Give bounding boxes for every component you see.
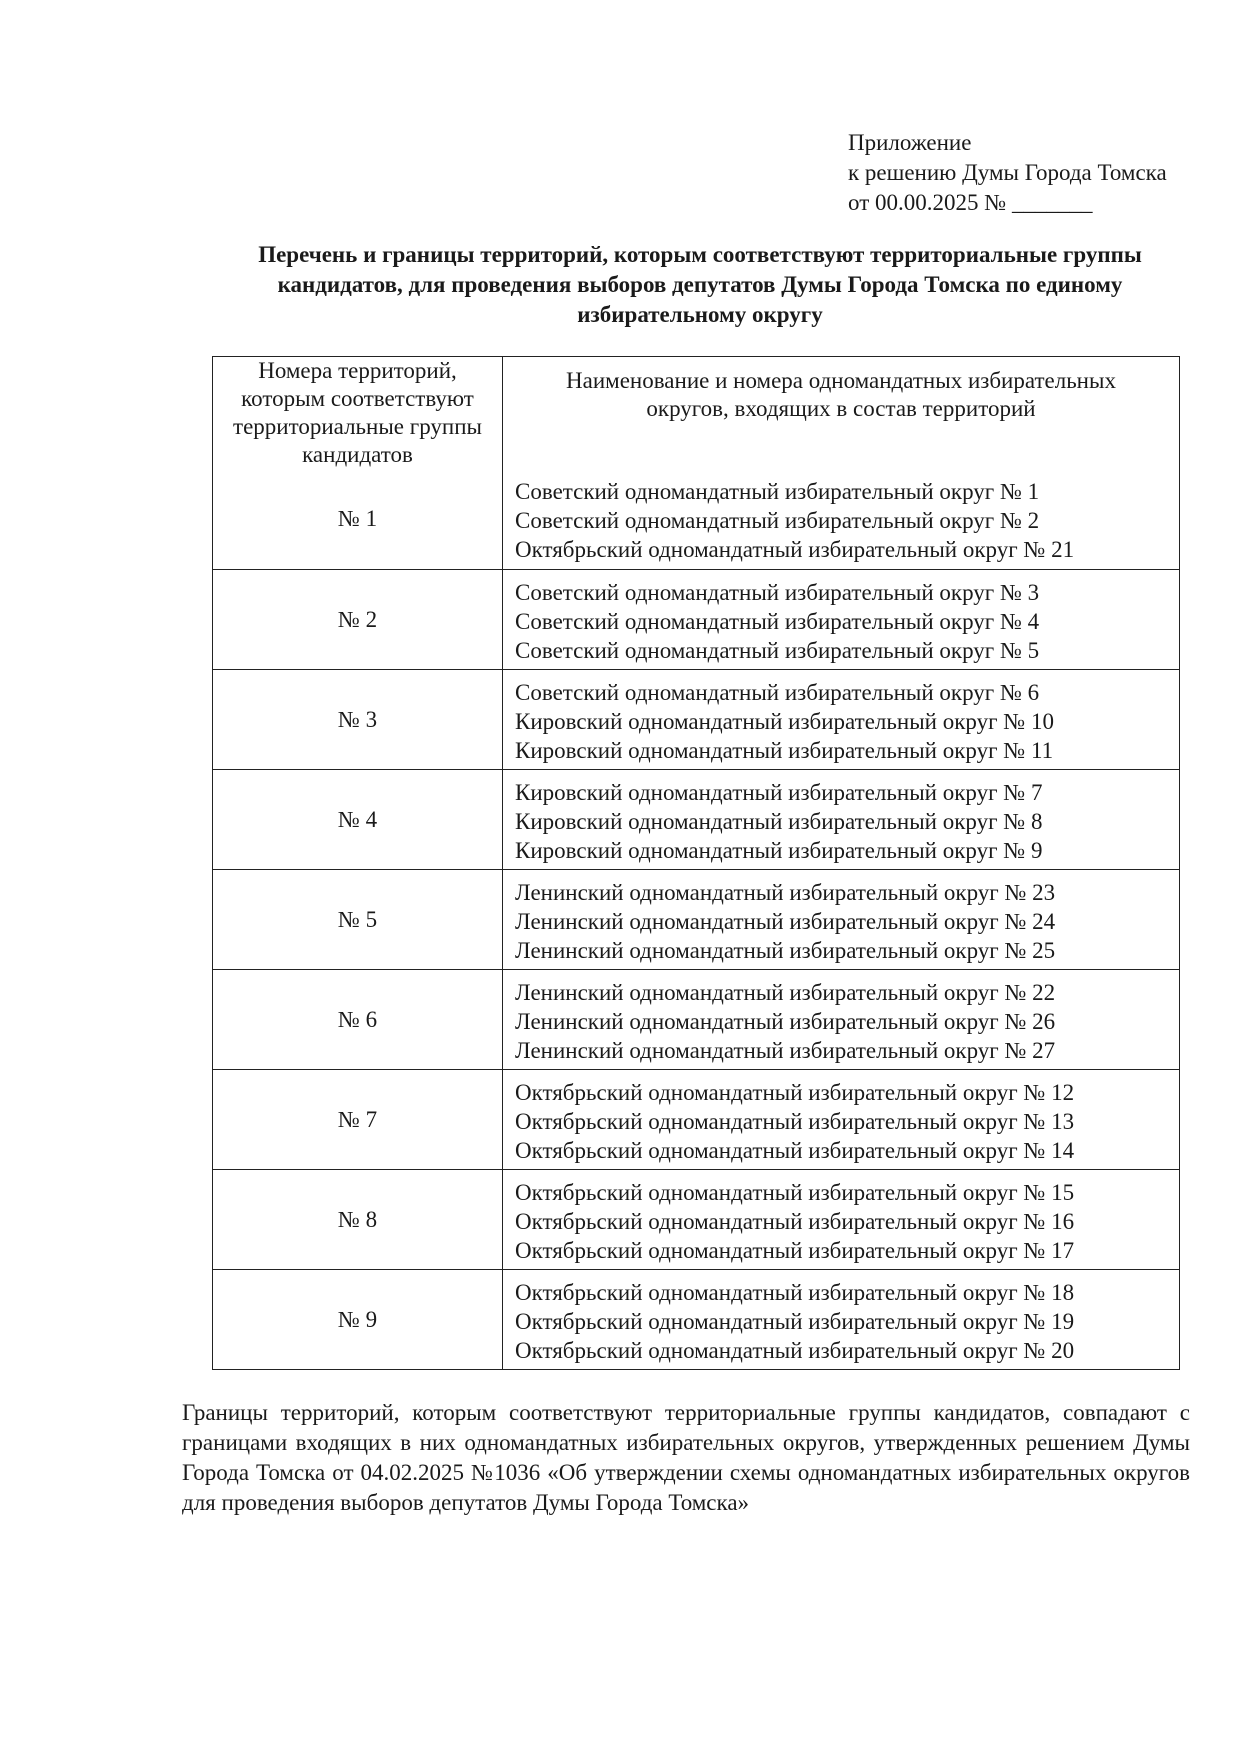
territory-number: № 2 [213, 570, 503, 669]
appendix-line-3: от 00.00.2025 № _______ [848, 190, 1093, 215]
district-item: Советский одномандатный избирательный округ № 5 [515, 638, 1040, 663]
district-item: Кировский одномандатный избирательный округ № 9 [515, 838, 1043, 863]
district-item: Октябрьский одномандатный избирательный округ № 19 [515, 1309, 1075, 1334]
district-list [503, 1170, 1179, 1269]
table-row [213, 469, 1179, 569]
district-item: Кировский одномандатный избирательный округ № 10 [515, 709, 1054, 734]
appendix-block [848, 128, 1167, 218]
district-item: Советский одномандатный избирательный округ № 4 [515, 609, 1040, 634]
appendix-line-2: к решению Думы Города Томска [848, 160, 1167, 185]
territory-number: № 8 [213, 1170, 503, 1269]
table-row [213, 569, 1179, 669]
district-item: Октябрьский одномандатный избирательный округ № 20 [515, 1338, 1075, 1363]
table-row [213, 969, 1179, 1069]
territory-number: № 7 [213, 1070, 503, 1169]
district-list [503, 1270, 1179, 1369]
table-row [213, 669, 1179, 769]
district-item: Октябрьский одномандатный избирательный округ № 15 [515, 1180, 1075, 1205]
territory-number: № 4 [213, 770, 503, 869]
table-row [213, 769, 1179, 869]
table-header-row [213, 357, 1179, 469]
territory-number: № 5 [213, 870, 503, 969]
territory-number: № 6 [213, 970, 503, 1069]
district-list [503, 570, 1179, 669]
district-item: Советский одномандатный избирательный округ № 3 [515, 580, 1040, 605]
district-item: Советский одномандатный избирательный округ № 2 [515, 508, 1040, 533]
district-item: Ленинский одномандатный избирательный округ № 25 [515, 938, 1056, 963]
header-district-names: Наименование и номера одномандатных избирательных округов, входящих в состав территорий [566, 368, 1116, 421]
document-title: Перечень и границы территорий, которым соответствуют территориальные группы кандидатов, для проведения выборов депутатов Думы Города Томска по единому избирательному округу [258, 242, 1142, 327]
district-item: Октябрьский одномандатный избирательный округ № 16 [515, 1209, 1075, 1234]
table-row [213, 1169, 1179, 1269]
district-item: Ленинский одномандатный избирательный округ № 22 [515, 980, 1056, 1005]
table-row [213, 869, 1179, 969]
district-item: Октябрьский одномандатный избирательный округ № 12 [515, 1080, 1075, 1105]
district-item: Ленинский одномандатный избирательный округ № 26 [515, 1009, 1056, 1034]
district-item: Кировский одномандатный избирательный округ № 11 [515, 738, 1054, 763]
district-list [503, 770, 1179, 869]
territories-table [212, 356, 1180, 1370]
district-item: Ленинский одномандатный избирательный округ № 23 [515, 880, 1056, 905]
district-item: Кировский одномандатный избирательный округ № 7 [515, 780, 1043, 805]
table-row [213, 1269, 1179, 1369]
district-item: Октябрьский одномандатный избирательный округ № 18 [515, 1280, 1075, 1305]
table-row [213, 1069, 1179, 1169]
territory-number: № 3 [213, 670, 503, 769]
district-list [503, 469, 1179, 569]
territory-number: № 9 [213, 1270, 503, 1369]
district-list [503, 1070, 1179, 1169]
table-body [213, 469, 1179, 1369]
district-list [503, 870, 1179, 969]
district-item: Октябрьский одномандатный избирательный округ № 13 [515, 1109, 1075, 1134]
district-item: Кировский одномандатный избирательный округ № 8 [515, 809, 1043, 834]
district-item: Ленинский одномандатный избирательный округ № 27 [515, 1038, 1056, 1063]
district-item: Октябрьский одномандатный избирательный округ № 21 [515, 537, 1075, 562]
district-item: Советский одномандатный избирательный округ № 1 [515, 479, 1040, 504]
footer-paragraph: Границы территорий, которым соответствуют территориальные группы кандидатов, совпадают с границами входящих в них одномандатных избирательных округов, утвержденных решением Думы Города Томска от 04.02.2025 №1036 «Об утверждении схемы одномандатных избирательных округов для проведения выборов депутатов Думы Города Томска» [182, 1400, 1190, 1515]
district-list [503, 670, 1179, 769]
appendix-line-1: Приложение [848, 130, 972, 155]
district-item: Октябрьский одномандатный избирательный округ № 14 [515, 1138, 1075, 1163]
district-item: Октябрьский одномандатный избирательный округ № 17 [515, 1238, 1075, 1263]
district-item: Советский одномандатный избирательный округ № 6 [515, 680, 1040, 705]
header-territory-numbers: Номера территорий, которым соответствуют территориальные группы кандидатов [213, 357, 503, 469]
district-item: Ленинский одномандатный избирательный округ № 24 [515, 909, 1056, 934]
district-list [503, 970, 1179, 1069]
territory-number: № 1 [213, 469, 503, 569]
